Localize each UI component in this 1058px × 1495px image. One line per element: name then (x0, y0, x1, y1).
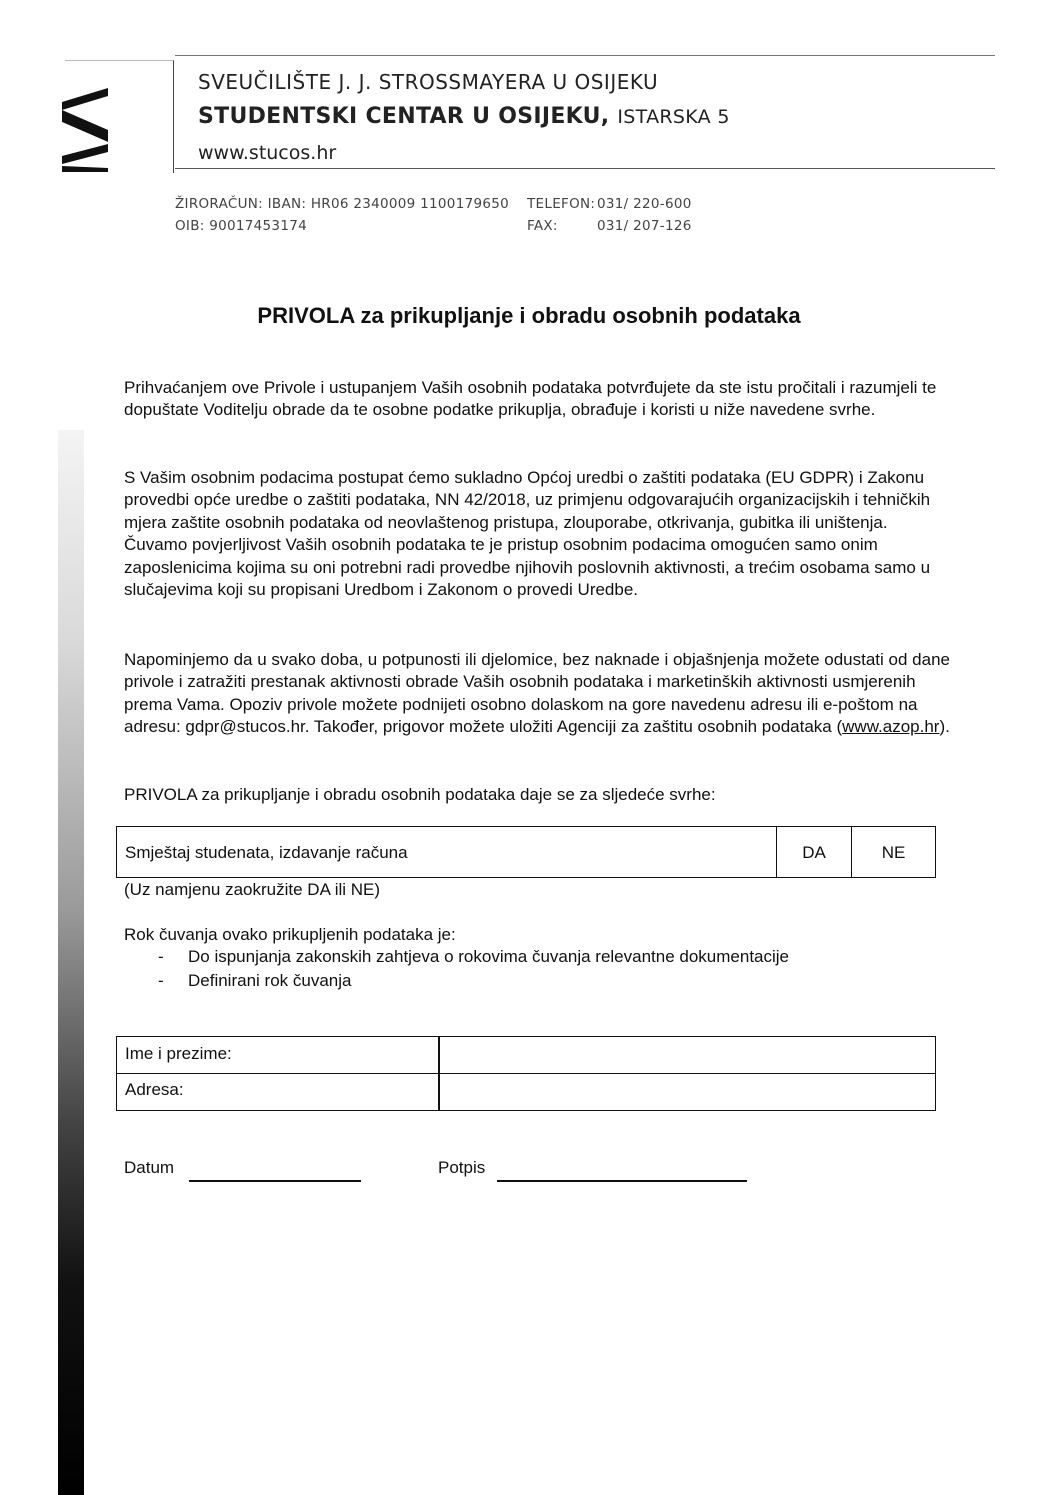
paragraph-withdrawal (124, 649, 954, 739)
document-title: PRIVOLA za prikupljanje i obradu osobnih podataka (257, 303, 801, 328)
header-top-rule (175, 55, 995, 56)
fax-label: FAX: (527, 218, 558, 234)
yes-option[interactable]: DA (777, 827, 852, 877)
name-label: Ime i prezime: (125, 1044, 232, 1063)
consent-table (116, 826, 936, 878)
withdrawal-text: Napominjemo da u svako doba, u potpunosti ili djelomice, bez naknade i objašnjenja možete odustati od dane privole i zatražiti prestanak aktivnosti obrade Vaših osobnih podataka i marketinških aktivnosti usmjerenih prema Vama. Opoziv privole možete podnijeti osobno dolaskom na gore navedenu adresu ili e-poštom na adresu: gdpr@stucos.hr. Također, prigovor možete uložiti Agenciji za zaštitu osobnih podataka ( (124, 650, 950, 737)
scan-edge-shadow (58, 430, 84, 1495)
retention-item: Do ispunjanja zakonskih zahtjeva o rokovima čuvanja relevantne dokumentacije (188, 947, 790, 966)
oib-info: OIB: 90017453174 (175, 218, 307, 234)
date-label: Datum (124, 1158, 175, 1177)
no-option[interactable]: NE (881, 843, 906, 862)
table-divider (438, 1037, 440, 1110)
header-bottom-rule (175, 168, 995, 169)
phone-label: TELEFON: (527, 196, 596, 212)
retention-item: Definirani rok čuvanja (188, 971, 352, 990)
signature-label: Potpis (438, 1158, 486, 1177)
institution-name-text: STUDENTSKI CENTAR U OSIJEKU, (198, 104, 610, 129)
circle-hint: (Uz namjenu zaokružite DA ili NE) (124, 880, 381, 899)
paragraph-consent: Prihvaćanjem ove Privole i ustupanjem Vaših osobnih podataka potvrđujete da ste istu pročitali i razumjeli te dopuštate Voditelju obrade da te osobne podatke prikuplja, obrađuje i koristi u niže navedene svrhe. (124, 378, 937, 420)
website-link[interactable]: www.stucos.hr (198, 142, 337, 164)
personal-info-table (116, 1036, 936, 1111)
university-name: SVEUČILIŠTE J. J. STROSSMAYERA U OSIJEKU (198, 70, 659, 94)
bullet-dash: - (158, 971, 164, 990)
retention-intro: Rok čuvanja ovako prikupljenih podataka je: (124, 925, 456, 944)
paragraph-gdpr: S Vašim osobnim podacima postupat ćemo sukladno Općoj uredbi o zaštiti podataka (EU GDPR) i Zakonu provedbi opće uredbe o zaštiti podataka, NN 42/2018, uz primjenu odgovarajućih organizacijskih i tehničkih mjera zaštite osobnih podataka od neovlaštenog pristupa, zlouporabe, otkrivanja, gubitka ili uništenja. Čuvamo povjerljivost Vaših osobnih podataka te je pristup osobnim podacima omogućen samo onim zaposlenicima kojima su oni potrebni radi provedbe njihovih poslovnih aktivnosti, a trećim osobama samo u slučajevima koji su propisani Uredbom i Zakonom o provedi Uredbe. (124, 468, 931, 600)
fax-number: 031/ 207-126 (597, 218, 692, 234)
address-row (117, 1073, 935, 1109)
withdrawal-text-end: ). (939, 717, 950, 737)
institution-logo-icon (60, 86, 118, 176)
name-row (117, 1037, 935, 1074)
date-field[interactable] (189, 1180, 361, 1182)
azop-link[interactable]: www.azop.hr (842, 717, 940, 737)
institution-name (198, 104, 730, 129)
phone-number: 031/ 220-600 (597, 196, 692, 212)
purpose-intro: PRIVOLA za prikupljanje i obradu osobnih podataka daje se za sljedeće svrhe: (124, 785, 716, 804)
signature-field[interactable] (497, 1180, 747, 1182)
bullet-dash: - (158, 947, 164, 966)
iban-info: ŽIRORAČUN: IBAN: HR06 2340009 1100179650 (175, 196, 510, 212)
institution-address: ISTARSKA 5 (617, 106, 730, 128)
address-label: Adresa: (125, 1080, 184, 1099)
purpose-cell: Smještaj studenata, izdavanje računa (117, 827, 777, 877)
